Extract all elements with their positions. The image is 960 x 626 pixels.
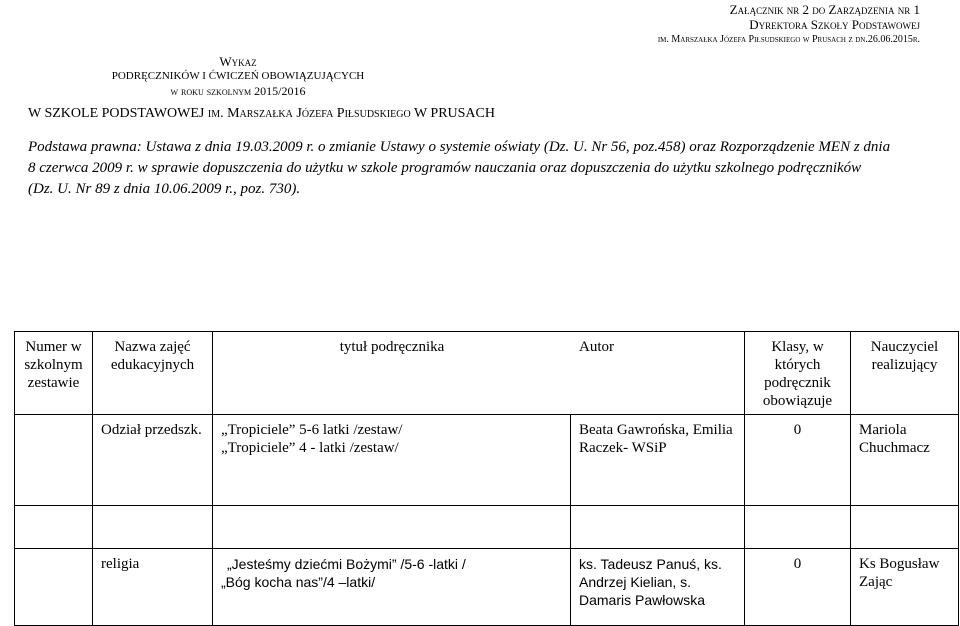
header-numer: Numer w szkolnym zestawie: [15, 332, 93, 415]
cell-nauczyciel: Mariola Chuchmacz: [851, 415, 959, 506]
header-klasy: Klasy, w których podręcznik obowiązuje: [745, 332, 851, 415]
document-title: [28, 54, 495, 121]
document-header: [658, 2, 920, 47]
cell-nauczyciel: Ks Bogusław Zając: [851, 549, 959, 626]
header-tytul: [213, 332, 745, 415]
table-row-spacer: [15, 506, 959, 549]
title-szkola: W SZKOLE PODSTAWOWEJ im. Marszałka Józefa Piłsudskiego W PRUSACH: [28, 106, 495, 121]
table-row: [15, 549, 959, 626]
cell-klasy: 0: [745, 549, 851, 626]
tytul-line-1: „Tropiciele” 5-6 latki /zestaw/: [221, 422, 403, 438]
header-line-3: im. Marszałka Józefa Piłsudskiego w Prusach z dn.26.06.2015r.: [657, 34, 920, 45]
header-nazwa: Nazwa zajęć edukacyjnych: [93, 332, 213, 415]
title-podreczniki: PODRĘCZNIKÓW I ĆWICZEŃ OBOWIĄZUJĄCYCH: [111, 70, 365, 82]
cell-nazwa: religia: [93, 549, 213, 626]
cell-numer: [15, 549, 93, 626]
cell-tytul: [213, 549, 571, 626]
spacer-cell: [851, 506, 959, 549]
cell-autor: Beata Gawrońska, Emilia Raczek- WSiP: [571, 415, 745, 506]
legal-basis: [28, 137, 938, 200]
title-rok-szkolny: w roku szkolnym 2015/2016: [170, 84, 306, 98]
header-line-2: Dyrektora Szkoły Podstawowej: [749, 17, 920, 32]
table-header-row: [15, 332, 959, 415]
cell-autor: ks. Tadeusz Panuś, ks. Andrzej Kielian, s. Damaris Pawłowska: [571, 549, 745, 626]
header-tytul-label: tytuł podręcznika: [339, 339, 445, 355]
spacer-cell: [213, 506, 571, 549]
legal-line-1: Podstawa prawna: Ustawa z dnia 19.03.2009 r. o zmianie Ustawy o systemie oświaty (Dz. U. Nr 56, poz.458) oraz Rozporządzenie MEN z dnia: [28, 139, 891, 155]
spacer-cell: [15, 506, 93, 549]
tytul-line-1: „Jesteśmy dziećmi Bożymi” /5-6 -latki /: [227, 556, 466, 572]
header-line-1: Załącznik nr 2 do Zarządzenia nr 1: [729, 2, 920, 17]
cell-numer: [15, 415, 93, 506]
tytul-line-2: „Bóg kocha nas”/4 –latki/: [221, 574, 376, 590]
spacer-cell: [745, 506, 851, 549]
legal-line-2: 8 czerwca 2009 r. w sprawie dopuszczenia do użytku w szkole programów nauczania oraz dopuszczenia do użytku szkolnego podręczników: [28, 160, 862, 176]
spacer-cell: [93, 506, 213, 549]
cell-klasy: 0: [745, 415, 851, 506]
textbook-table: [14, 331, 959, 626]
legal-line-3: (Dz. U. Nr 89 z dnia 10.06.2009 r., poz. 730).: [28, 181, 301, 197]
tytul-line-2: „Tropiciele” 4 - latki /zestaw/: [221, 440, 399, 456]
header-nauczyciel: Nauczyciel realizujący: [851, 332, 959, 415]
spacer-cell: [571, 506, 745, 549]
title-wykaz: Wykaz: [219, 54, 257, 69]
cell-nazwa: Odział przedszk.: [93, 415, 213, 506]
table-row: [15, 415, 959, 506]
cell-tytul: [213, 415, 571, 506]
header-autor: Autor: [579, 339, 614, 355]
